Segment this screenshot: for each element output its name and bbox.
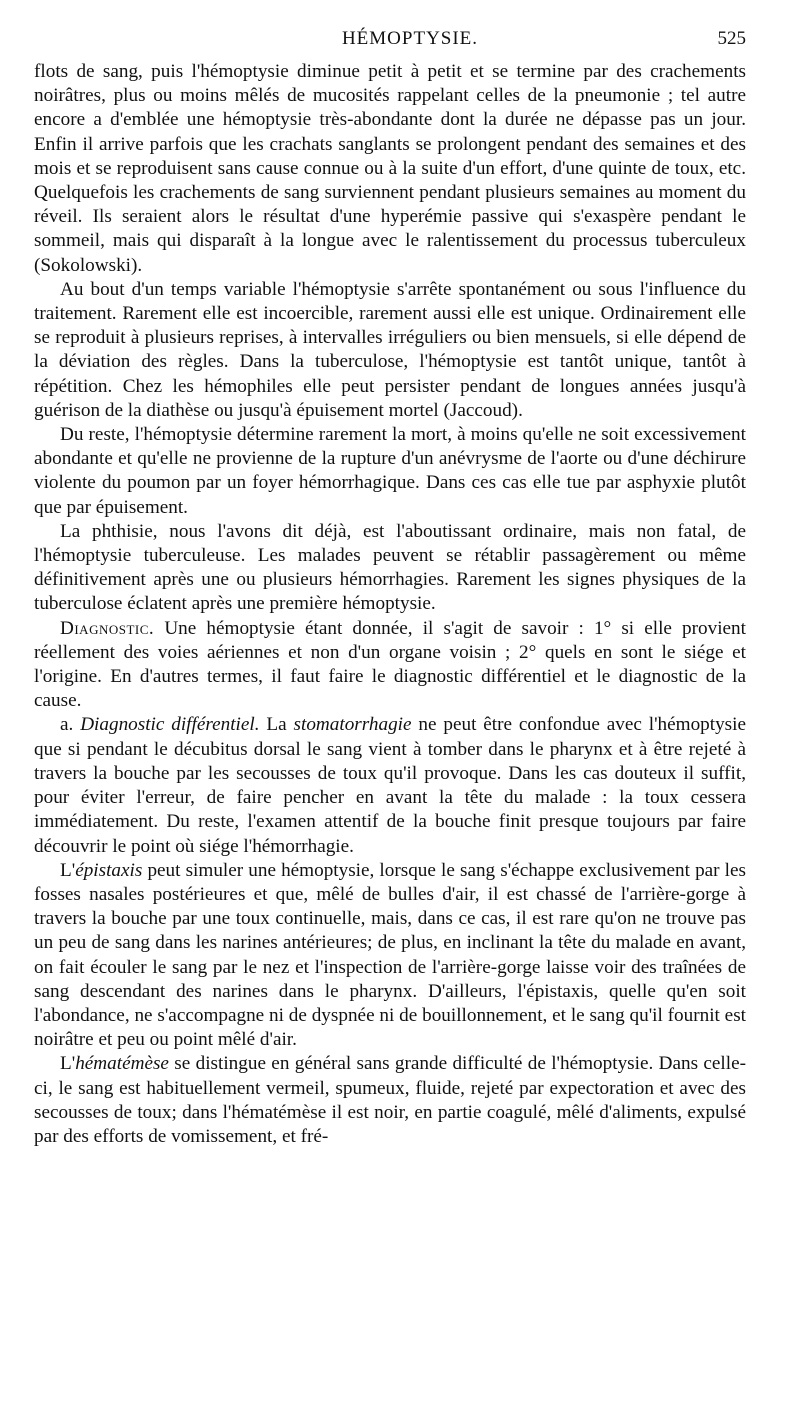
term: hématémèse [75, 1053, 169, 1075]
term: épistaxis [75, 859, 143, 881]
paragraph: Au bout d'un temps variable l'hémoptysie s'arrête spontanément ou sous l'influence du traitement. Rarement elle est incoercible, rarement aussi elle est unique. Ordinairement elle se reproduit à plusieurs reprises, à intervalles irréguliers ou bien mensuels, si elle dépend de la déviation des règles. Dans la tuberculose, l'hémoptysie est tantôt unique, tantôt à répétition. Chez les hémophiles elle peut persister pendant de longues années jusqu'à guérison de la diathèse ou jusqu'à épuisement mortel (Jaccoud). [34, 278, 746, 421]
term: stomatorrhagie [293, 714, 412, 736]
paragraph: La phthisie, nous l'avons dit déjà, est l'aboutissant ordinaire, mais non fatal, de l'hémoptysie tuberculeuse. Les malades peuvent se rétablir passagèrement ou même définitivement après une ou plusieurs hémorrhagies. Rarement les signes physiques de la tuberculose éclatent après une première hémoptysie. [34, 520, 746, 615]
paragraph: flots de sang, puis l'hémoptysie diminue petit à petit et se termine par des crachements noirâtres, plus ou moins mêlés de mucosités rappelant celles de la pneumonie ; tel autre encore a d'emblée une hémoptysie très-abondante dont la durée ne dépasse pas un jour. Enfin il arrive parfois que les crachats sanglants se prolongent pendant des semaines et des mois et se reproduisent sans cause connue ou à la suite d'un effort, d'une quinte de toux, etc. Quelquefois les crachements de sang surviennent pendant plusieurs semaines au moment du réveil. Ils seraient alors le résultat d'une hyperémie passive qui s'exaspère pendant le sommeil, mais qui disparaît à la longue avec le ralentissement du processus tuberculeux (Sokolowski). [34, 61, 746, 276]
body-text [34, 60, 746, 1149]
section-heading: Diagnostic. [60, 617, 155, 639]
paragraph: L'épistaxis peut simuler une hémoptysie, lorsque le sang s'échappe exclusivement par les fosses nasales postérieures et que, mêlé de bulles d'air, il est chassé de l'arrière-gorge à travers la bouche par une toux continuelle, mais, dans ce cas, il est rare qu'on ne trouve pas un peu de sang dans les narines antérieures; de plus, en inclinant la tête du malade en avant, on fait écouler le sang par le nez et l'inspection de l'arrière-gorge laisse voir des traînées de sang descendant des narines dans le pharynx. D'ailleurs, l'épistaxis, quelle qu'en soit l'abondance, ne s'accompagne ni de dyspnée ni de bouillonnement, et le sang qu'il fournit est noirâtre et peu ou point mêlé d'air. [34, 859, 746, 1051]
paragraph: Du reste, l'hémoptysie détermine rarement la mort, à moins qu'elle ne soit excessivement abondante et qu'elle ne provienne de la rupture d'un anévrysme de l'aorte ou d'une déchirure violente du poumon par un foyer hémorrhagique. Dans ces cas elle tue par asphyxie plutôt que par épuisement. [34, 424, 746, 518]
page-header [34, 28, 746, 58]
paragraph: a. Diagnostic différentiel. La stomatorrhagie ne peut être confondue avec l'hémoptysie que si pendant le décubitus dorsal le sang vient à tomber dans le pharynx et à être rejeté à travers la bouche par les secousses de toux qu'il provoque. Dans les cas douteux il suffit, pour éviter l'erreur, de faire pencher en avant la tête du malade : la toux cessera immédiatement. Du reste, l'examen attentif de la bouche finit presque toujours par faire découvrir le point où siége l'hémorrhagie. [34, 714, 746, 857]
paragraph: Diagnostic. Une hémoptysie étant donnée, il s'agit de savoir : 1° si elle provient réellement des voies aériennes et non d'un organe voisin ; 2° quels en sont le siége et l'origine. En d'autres termes, il faut faire le diagnostic différentiel et le diagnostic de la cause. [34, 617, 746, 712]
page-number: 525 [717, 28, 746, 49]
paragraph: L'hématémèse se distingue en général sans grande difficulté de l'hémoptysie. Dans celle-ci, le sang est habituellement vermeil, spumeux, fluide, rejeté par expectoration et avec des secousses de toux; dans l'hématémèse il est noir, en partie coagulé, mêlé d'aliments, expulsé par des efforts de vomissement, et fré- [34, 1053, 746, 1147]
running-title: HÉMOPTYSIE. [341, 28, 479, 49]
subsection-heading: Diagnostic différentiel. [80, 714, 260, 736]
